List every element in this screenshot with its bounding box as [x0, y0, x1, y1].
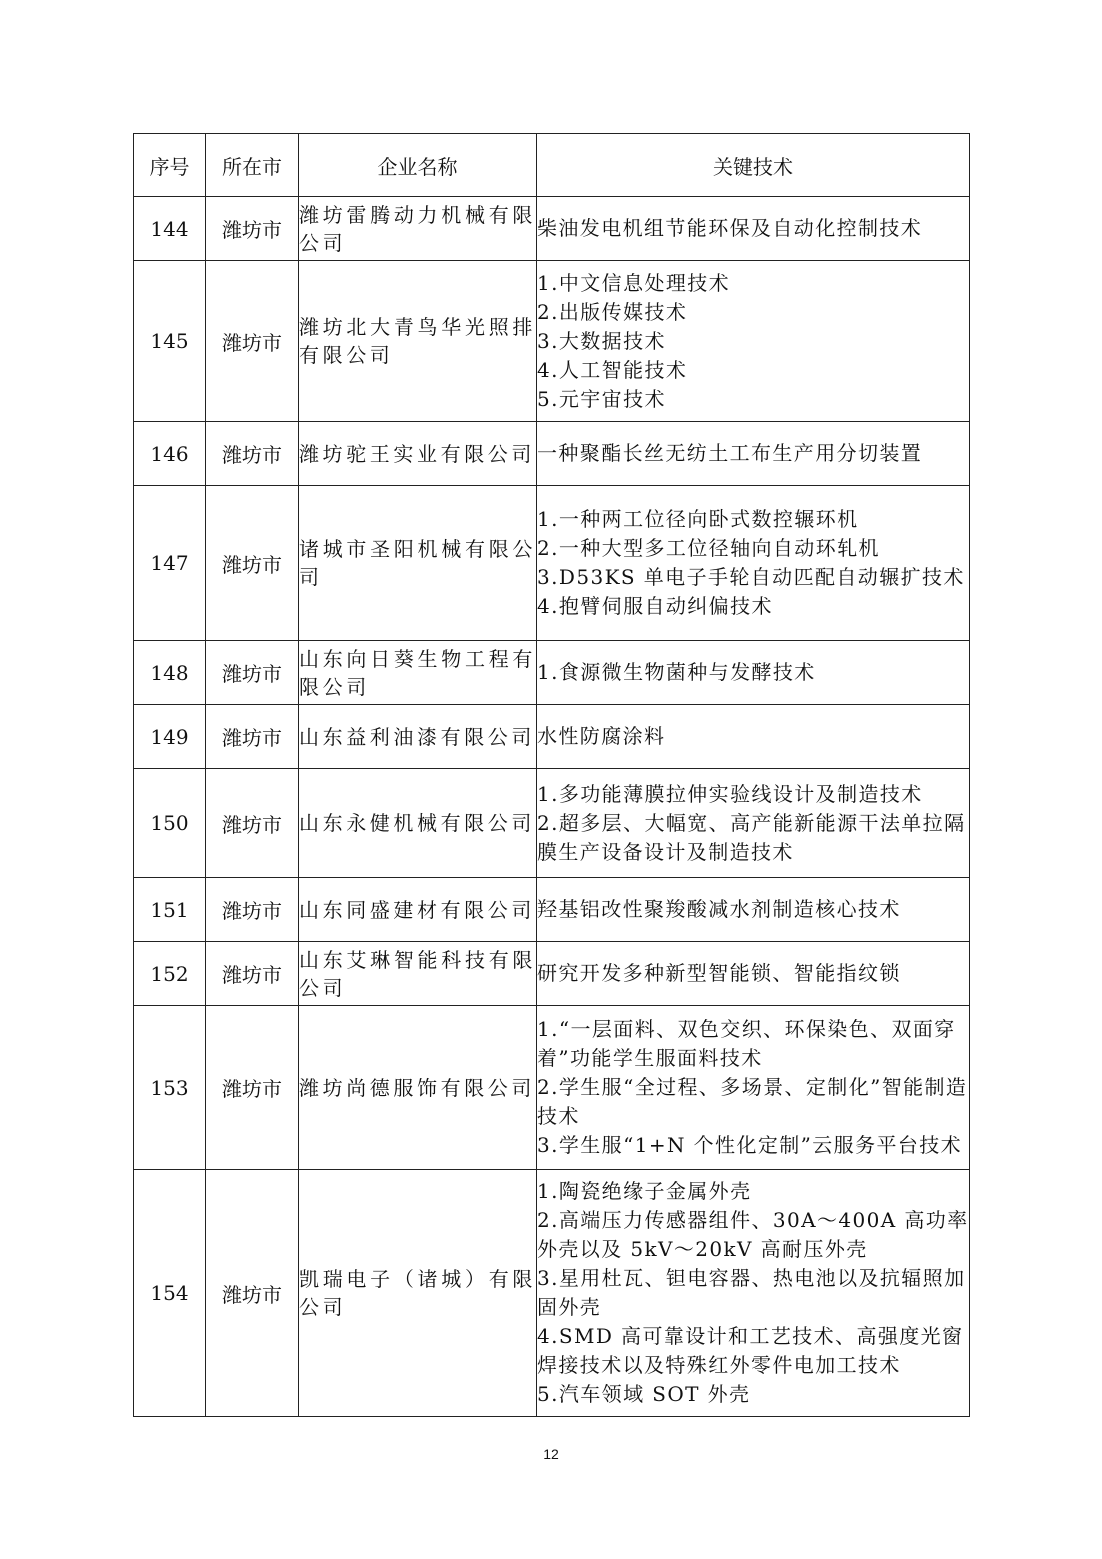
table-row [134, 1006, 970, 1170]
cell-city: 潍坊市 [206, 878, 299, 942]
cell-key-tech [537, 261, 970, 422]
tech-item: 1.陶瓷绝缘子金属外壳 [537, 1179, 752, 1203]
tech-item: 2.一种大型多工位径轴向自动环轧机 [537, 536, 880, 560]
tech-item: 研究开发多种新型智能锁、智能指纹锁 [537, 961, 901, 985]
table-row [134, 1170, 970, 1417]
table-row [134, 641, 970, 705]
header-company: 企业名称 [299, 134, 537, 197]
cell-key-tech [537, 1006, 970, 1170]
cell-key-tech [537, 641, 970, 705]
cell-key-tech [537, 878, 970, 942]
tech-item: 3.D53KS 单电子手轮自动匹配自动辗扩技术 [537, 565, 965, 589]
cell-serial: 147 [134, 486, 206, 641]
tech-item: 羟基铝改性聚羧酸减水剂制造核心技术 [537, 897, 901, 921]
table-header-row [134, 134, 970, 197]
cell-company: 凯瑞电子（诸城）有限公司 [299, 1170, 537, 1417]
cell-company: 诸城市圣阳机械有限公司 [299, 486, 537, 641]
tech-item: 1.一种两工位径向卧式数控辗环机 [537, 507, 859, 531]
cell-key-tech [537, 942, 970, 1006]
cell-city: 潍坊市 [206, 197, 299, 261]
cell-serial: 150 [134, 769, 206, 878]
table-row [134, 261, 970, 422]
tech-item: 1.“一层面料、双色交织、环保染色、双面穿着”功能学生服面料技术 [537, 1017, 956, 1070]
tech-item: 1.中文信息处理技术 [537, 270, 731, 295]
cell-company: 山东艾琳智能科技有限公司 [299, 942, 537, 1006]
cell-key-tech [537, 197, 970, 261]
table-row [134, 705, 970, 769]
cell-serial: 146 [134, 422, 206, 486]
cell-company: 山东向日葵生物工程有限公司 [299, 641, 537, 705]
enterprise-table [133, 133, 970, 1417]
cell-serial: 152 [134, 942, 206, 1006]
table-row [134, 422, 970, 486]
table-row [134, 942, 970, 1006]
tech-item: 4.人工智能技术 [537, 357, 688, 382]
header-city: 所在市 [206, 134, 299, 197]
tech-item: 2.出版传媒技术 [537, 299, 688, 324]
tech-item: 2.高端压力传感器组件、30A～400A 高功率外壳以及 5kV～20kV 高耐压外壳 [537, 1208, 969, 1261]
cell-city: 潍坊市 [206, 261, 299, 422]
tech-item: 1.食源微生物菌种与发酵技术 [537, 660, 816, 684]
cell-city: 潍坊市 [206, 1170, 299, 1417]
cell-key-tech [537, 1170, 970, 1417]
table-row [134, 878, 970, 942]
cell-company: 潍坊雷腾动力机械有限公司 [299, 197, 537, 261]
cell-key-tech [537, 769, 970, 878]
tech-item: 2.学生服“全过程、多场景、定制化”智能制造技术 [537, 1075, 968, 1128]
cell-serial: 149 [134, 705, 206, 769]
cell-company: 山东同盛建材有限公司 [299, 878, 537, 942]
cell-city: 潍坊市 [206, 1006, 299, 1170]
tech-item: 4.SMD 高可靠设计和工艺技术、高强度光窗焊接技术以及特殊红外零件电加工技术 [537, 1324, 964, 1377]
cell-company: 潍坊尚德服饰有限公司 [299, 1006, 537, 1170]
tech-item: 3.星用杜瓦、钽电容器、热电池以及抗辐照加固外壳 [537, 1266, 966, 1319]
tech-item: 一种聚酯长丝无纺土工布生产用分切装置 [537, 441, 923, 465]
cell-city: 潍坊市 [206, 641, 299, 705]
header-key-tech: 关键技术 [537, 134, 970, 197]
tech-item: 4.抱臂伺服自动纠偏技术 [537, 594, 773, 618]
cell-serial: 144 [134, 197, 206, 261]
table-row [134, 769, 970, 878]
cell-serial: 148 [134, 641, 206, 705]
tech-item: 水性防腐涂料 [537, 724, 666, 748]
cell-serial: 151 [134, 878, 206, 942]
table-row [134, 486, 970, 641]
cell-serial: 154 [134, 1170, 206, 1417]
cell-company: 山东益利油漆有限公司 [299, 705, 537, 769]
cell-key-tech [537, 486, 970, 641]
cell-city: 潍坊市 [206, 942, 299, 1006]
tech-item: 1.多功能薄膜拉伸实验线设计及制造技术 [537, 781, 923, 806]
cell-key-tech [537, 705, 970, 769]
cell-key-tech [537, 422, 970, 486]
page-number: 12 [543, 1446, 559, 1462]
tech-item: 3.学生服“1+N 个性化定制”云服务平台技术 [537, 1133, 963, 1157]
cell-city: 潍坊市 [206, 486, 299, 641]
cell-city: 潍坊市 [206, 422, 299, 486]
tech-item: 柴油发电机组节能环保及自动化控制技术 [537, 216, 923, 240]
tech-item: 2.超多层、大幅宽、高产能新能源干法单拉隔膜生产设备设计及制造技术 [537, 810, 966, 864]
cell-city: 潍坊市 [206, 769, 299, 878]
tech-item: 5.汽车领域 SOT 外壳 [537, 1382, 751, 1406]
cell-serial: 145 [134, 261, 206, 422]
table-body [134, 197, 970, 1417]
cell-company: 山东永健机械有限公司 [299, 769, 537, 878]
header-serial: 序号 [134, 134, 206, 197]
cell-serial: 153 [134, 1006, 206, 1170]
cell-city: 潍坊市 [206, 705, 299, 769]
tech-item: 3.大数据技术 [537, 328, 666, 353]
table-row [134, 197, 970, 261]
cell-company: 潍坊驼王实业有限公司 [299, 422, 537, 486]
tech-item: 5.元宇宙技术 [537, 386, 666, 411]
cell-company: 潍坊北大青鸟华光照排有限公司 [299, 261, 537, 422]
